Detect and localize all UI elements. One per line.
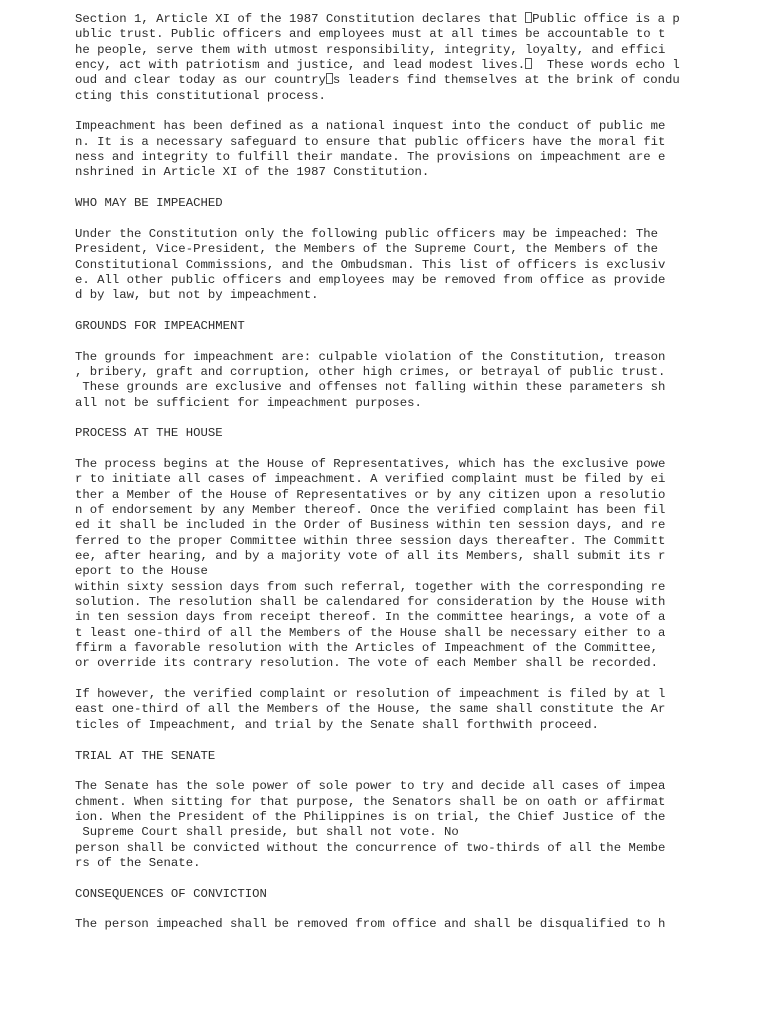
section-heading-grounds: GROUNDS FOR IMPEACHMENT <box>75 318 245 333</box>
paragraph-officers: Under the Constitution only the following public officers may be impeached: The President, Vice-President, the Members of the Supreme Court, the Members of the Constitutional Commissions, and the Ombudsman. This list of officers is exclusiv e. All other public officers and employees may be removed from office as provide d by law, but not by impeachment. <box>75 226 666 303</box>
missing-glyph-box <box>326 73 333 84</box>
paragraph-consequences: The person impeached shall be removed from office and shall be disqualified to h <box>75 917 666 932</box>
section-heading-consequences: CONSEQUENCES OF CONVICTION <box>75 886 267 901</box>
paragraph-definition: Impeachment has been defined as a national inquest into the conduct of public me n. It is a necessary safeguard to ensure that public officers have the moral fit ness and integrity to fulfill their mandate. The provisions on impeachment are e nshrined in Article XI of the 1987 Constitution. <box>75 119 666 180</box>
section-heading-who-may-be-impeached: WHO MAY BE IMPEACHED <box>75 196 223 211</box>
paragraph-intro: Section 1, Article XI of the 1987 Constitution declares that Public office is a p ublic trust. Public officers and employees must at all times be accountable to t he people, serve them with utmost responsibility, integrity, loyalty, and effici ency, act with patriotism and justice, and lead modest lives. These words echo l oud and clear today as our country s leaders find themselves at the brink of condu cting this constitutional process. <box>75 12 680 103</box>
paragraph-grounds: The grounds for impeachment are: culpable violation of the Constitution, treason , bribery, graft and corruption, other high crimes, or betrayal of public trust. These grounds are exclusive and offenses not falling within these parameters sh all not be sufficient for impeachment purposes. <box>75 349 666 410</box>
section-heading-process-house: PROCESS AT THE HOUSE <box>75 426 223 441</box>
paragraph-articles: If however, the verified complaint or resolution of impeachment is filed by at l east one-third of all the Members of the House, the same shall constitute the Ar ticles of Impeachment, and trial by the Senate shall forthwith proceed. <box>75 687 666 732</box>
paragraph-trial-senate: The Senate has the sole power of sole power to try and decide all cases of impea chment. When sitting for that purpose, the Senators shall be on oath or affirmat ion. When the President of the Philippines is on trial, the Chief Justice of the Supreme Court shall preside, but shall not vote. No person shall be convicted without the concurrence of two-thirds of all the Membe rs of the Senate. <box>75 779 666 870</box>
paragraph-process-house: The process begins at the House of Representatives, which has the exclusive powe r to initiate all cases of impeachment. A verified complaint must be filed by ei ther a Member of the House of Representatives or by any citizen upon a resolutio n of endorsement by any Member thereof. Once the verified complaint has been fil ed it shall be included in the Order of Business within ten session days, and re ferred to the proper Committee within three session days thereafter. The Committ ee, after hearing, and by a majority vote of all its Members, shall submit its r eport to the House within sixty session days from such referral, together with the corresponding re solution. The resolution shall be calendared for consideration by the House with in ten session days from receipt thereof. In the committee hearings, a vote of a t least one-third of all the Members of the House shall be necessary either to a ffirm a favorable resolution with the Articles of Impeachment of the Committee, or override its contrary resolution. The vote of each Member shall be recorded. <box>75 456 666 671</box>
section-heading-trial-senate: TRIAL AT THE SENATE <box>75 748 216 763</box>
document-page <box>75 12 695 933</box>
